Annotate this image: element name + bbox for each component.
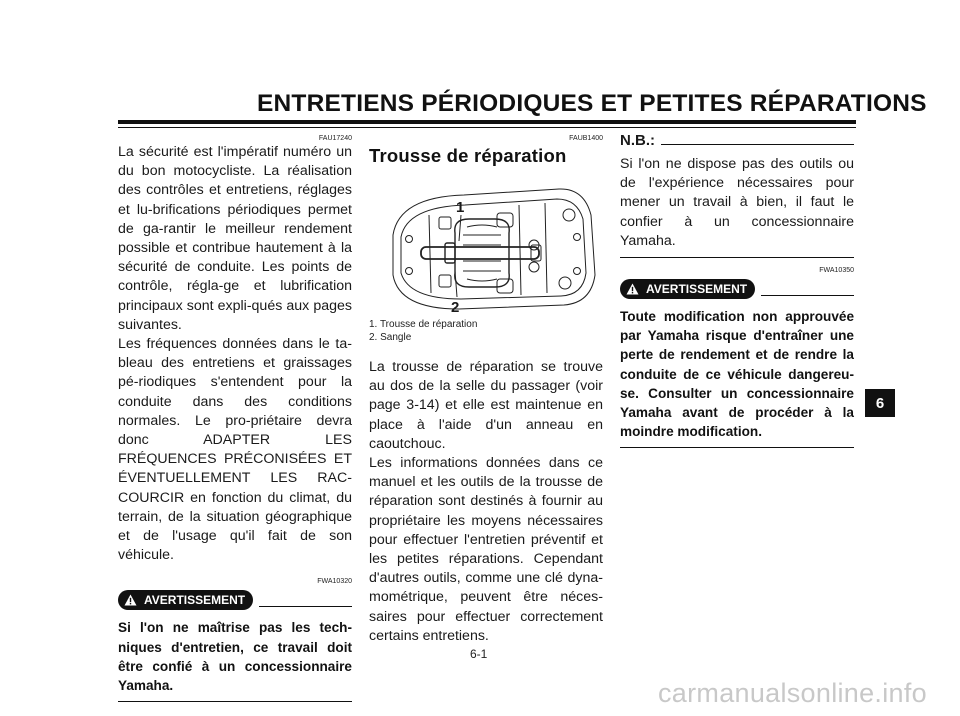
figure-callout-2: 2 — [451, 299, 460, 316]
note-text: Si l'on ne dispose pas des outils ou de l'expérience nécessaires pour mener un travail à bien, il faut le confier à un concessionnaire Yamaha. — [620, 156, 854, 249]
warning-triangle-icon — [124, 594, 137, 606]
warning-rule — [259, 606, 352, 607]
note-header — [620, 132, 854, 149]
warning-header — [118, 590, 352, 610]
repair-kit-figure — [369, 175, 603, 317]
watermark: carmanualsonline.info — [658, 678, 927, 708]
warning-label: AVERTISSEMENT — [646, 282, 748, 297]
warning-end-rule — [620, 447, 854, 448]
caption-item: 1. Trousse de réparation — [369, 319, 478, 330]
warning-end-rule — [118, 701, 352, 702]
section-code: FAUB1400 — [569, 135, 603, 142]
header-rule-thick — [118, 120, 856, 124]
page-header-title: ENTRETIENS PÉRIODIQUES ET PETITES RÉPARATIONS — [257, 90, 927, 117]
tools-paragraph: Les informations données dans ce manuel et les outils de la trousse de réparation sont destinés à fournir au propriétaire les moyens nécessaires pour effectuer l'entretien préventif et les petites réparations. Cependant d'autres outils, comme une clé dyna-mométrique, peuvent être néces-saires pour effectuer correctement certains entretiens. — [369, 455, 603, 644]
column-right — [620, 128, 854, 448]
intro-paragraph: La sécurité est l'impératif numéro un du bon motocycliste. La réalisation des contrôles et entretiens, réglages et lu-brifications périodiques permet de ga-rantir le meilleur rendement possible et contribue hautement à la sécurité de conduite. Les points de contrôle, régla-ge et lubrification principaux sont expli-qués aux pages suivantes. — [118, 144, 352, 333]
figure-callout-1: 1 — [456, 199, 465, 216]
warning-label: AVERTISSEMENT — [144, 593, 246, 608]
warning-text: Si l'on ne maîtrise pas les tech-niques d'entretien, ce travail doit être confié à un concessionnaire Yamaha. — [118, 620, 352, 694]
caption-item: 2. Sangle — [369, 331, 412, 343]
warning-code: FWA10320 — [317, 578, 352, 586]
page-number: 6-1 — [470, 647, 488, 661]
warning-text: Toute modification non approuvée par Yamaha risque d'entraîner une perte de rendement et de rendre la conduite de ce véhicule dangereu-se. Consulter un concessionnaire Yamaha avant de procéder à la moindre modification. — [620, 309, 854, 440]
section-code: FAU17240 — [318, 135, 352, 142]
note-end-rule — [620, 257, 854, 258]
chapter-tab: 6 — [865, 389, 895, 417]
warning-badge — [620, 279, 755, 299]
warning-rule — [761, 295, 854, 296]
column-middle — [369, 128, 603, 646]
warning-triangle-icon — [626, 283, 639, 295]
warning-header — [620, 279, 854, 299]
note-rule — [661, 144, 854, 145]
seat-underside-illustration — [369, 175, 603, 317]
column-left — [118, 128, 352, 702]
section-title: Trousse de réparation — [369, 145, 567, 166]
frequency-paragraph: Les fréquences données dans le ta-bleau des entretiens et graissages pé-riodiques s'entendent pour la conduite dans des conditions normales. Le pro-priétaire devra donc ADAPTER LES FRÉQUENCES PRÉCONISÉES ET ÉVENTUELLEMENT LES RAC-COURCIR en fonction du climat, du terrain, de la situation géographique et de l'usage qu'il fait de son véhicule. — [118, 336, 352, 564]
figure-caption — [369, 319, 603, 344]
warning-code: FWA10350 — [819, 267, 854, 275]
location-paragraph: La trousse de réparation se trouve au dos de la selle du passager (voir page 3-14) et elle est maintenue en place à l'aide d'un anneau en caoutchouc. — [369, 359, 603, 452]
warning-badge — [118, 590, 253, 610]
note-label: N.B.: — [620, 132, 655, 149]
